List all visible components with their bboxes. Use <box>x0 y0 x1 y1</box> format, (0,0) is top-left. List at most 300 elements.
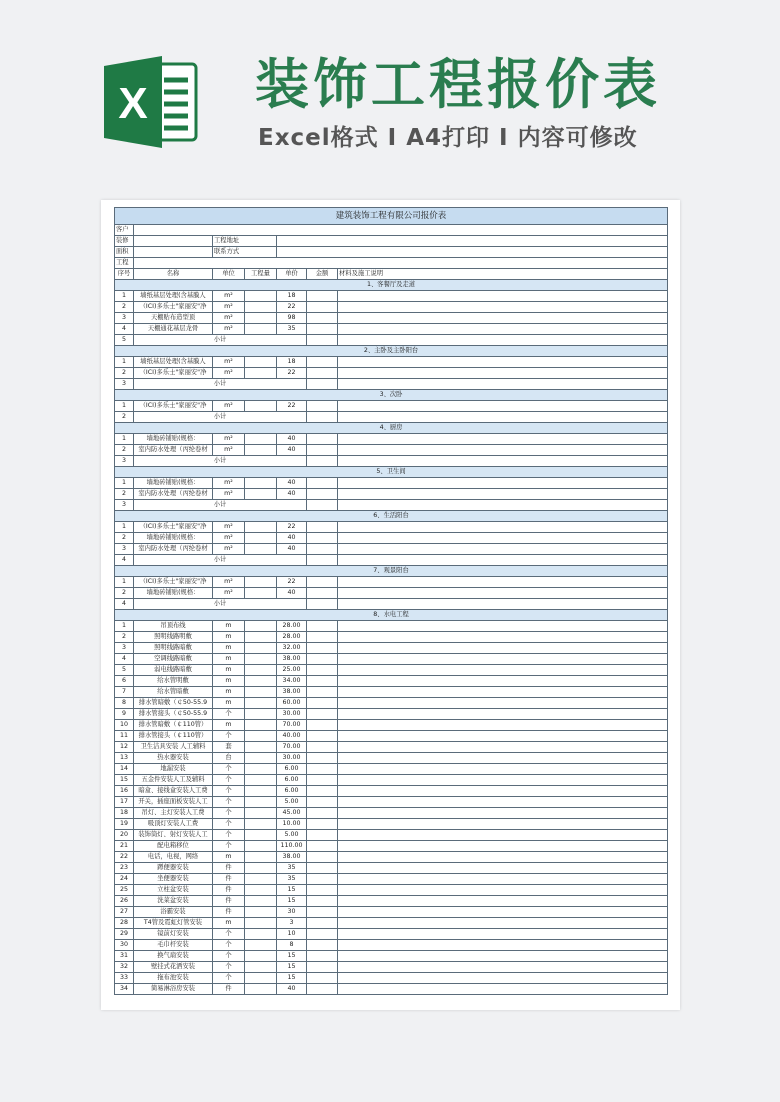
item-note[interactable] <box>338 753 668 764</box>
item-unit-price[interactable]: 15 <box>277 962 307 973</box>
subtotal-number[interactable]: 2 <box>115 412 134 423</box>
item-name[interactable]: 照明线路暗敷 <box>134 643 213 654</box>
item-name[interactable]: 排水管接头（￠50-55.9 <box>134 709 213 720</box>
item-quantity[interactable] <box>245 940 277 951</box>
item-unit-price[interactable]: 22 <box>277 401 307 412</box>
item-unit-price[interactable]: 25.00 <box>277 665 307 676</box>
item-unit-price[interactable]: 70.00 <box>277 742 307 753</box>
item-unit-price[interactable]: 6.00 <box>277 775 307 786</box>
item-unit-price[interactable]: 32.00 <box>277 643 307 654</box>
item-note[interactable] <box>338 489 668 500</box>
item-quantity[interactable] <box>245 852 277 863</box>
item-unit-price[interactable]: 10.00 <box>277 819 307 830</box>
item-name[interactable]: 吊顶布线 <box>134 621 213 632</box>
item-unit-price[interactable]: 60.00 <box>277 698 307 709</box>
item-number[interactable]: 7 <box>115 687 134 698</box>
item-number[interactable]: 16 <box>115 786 134 797</box>
item-number[interactable]: 30 <box>115 940 134 951</box>
item-amount[interactable] <box>307 577 338 588</box>
address-value[interactable] <box>277 236 668 247</box>
item-unit-price[interactable]: 35 <box>277 863 307 874</box>
column-header[interactable]: 序号 <box>115 269 134 280</box>
item-amount[interactable] <box>307 401 338 412</box>
item-note[interactable] <box>338 940 668 951</box>
item-number[interactable]: 21 <box>115 841 134 852</box>
item-name[interactable]: （ICI)多乐士"家丽安"净 <box>134 302 213 313</box>
item-quantity[interactable] <box>245 731 277 742</box>
subtotal-note[interactable] <box>338 555 668 566</box>
item-quantity[interactable] <box>245 533 277 544</box>
subtotal-note[interactable] <box>338 335 668 346</box>
subtotal-number[interactable]: 4 <box>115 599 134 610</box>
item-note[interactable] <box>338 819 668 830</box>
item-name[interactable]: 蹲便器安装 <box>134 863 213 874</box>
item-unit[interactable]: 个 <box>213 731 245 742</box>
item-quantity[interactable] <box>245 588 277 599</box>
item-amount[interactable] <box>307 984 338 995</box>
item-note[interactable] <box>338 874 668 885</box>
item-note[interactable] <box>338 401 668 412</box>
section-title[interactable]: 7、观景阳台 <box>115 566 668 577</box>
item-amount[interactable] <box>307 357 338 368</box>
item-number[interactable]: 2 <box>115 632 134 643</box>
item-number[interactable]: 3 <box>115 544 134 555</box>
item-note[interactable] <box>338 533 668 544</box>
item-note[interactable] <box>338 830 668 841</box>
item-unit[interactable]: m <box>213 720 245 731</box>
item-quantity[interactable] <box>245 544 277 555</box>
item-note[interactable] <box>338 478 668 489</box>
item-number[interactable]: 10 <box>115 720 134 731</box>
item-note[interactable] <box>338 775 668 786</box>
item-number[interactable]: 24 <box>115 874 134 885</box>
item-unit[interactable]: 件 <box>213 863 245 874</box>
subtotal-amount[interactable] <box>307 500 338 511</box>
item-note[interactable] <box>338 797 668 808</box>
item-unit[interactable]: 个 <box>213 962 245 973</box>
item-amount[interactable] <box>307 533 338 544</box>
section-title[interactable]: 6、生活阳台 <box>115 511 668 522</box>
item-unit[interactable]: 个 <box>213 929 245 940</box>
item-name[interactable]: 洗菜盆安装 <box>134 896 213 907</box>
item-quantity[interactable] <box>245 698 277 709</box>
item-name[interactable]: 开关，插座面板安装人工 <box>134 797 213 808</box>
item-amount[interactable] <box>307 841 338 852</box>
item-name[interactable]: 照明线路明敷 <box>134 632 213 643</box>
item-unit[interactable]: m² <box>213 533 245 544</box>
item-note[interactable] <box>338 852 668 863</box>
item-amount[interactable] <box>307 786 338 797</box>
item-name[interactable]: T4管及霓虹灯管安装 <box>134 918 213 929</box>
project-label[interactable]: 工程 <box>115 258 134 269</box>
item-quantity[interactable] <box>245 819 277 830</box>
item-name[interactable]: 吊灯、主灯安装人工费 <box>134 808 213 819</box>
item-unit-price[interactable]: 35 <box>277 324 307 335</box>
item-unit-price[interactable]: 40 <box>277 489 307 500</box>
item-unit[interactable]: m <box>213 621 245 632</box>
item-unit[interactable]: m² <box>213 302 245 313</box>
item-note[interactable] <box>338 742 668 753</box>
item-number[interactable]: 29 <box>115 929 134 940</box>
item-quantity[interactable] <box>245 313 277 324</box>
item-amount[interactable] <box>307 588 338 599</box>
item-name[interactable]: （ICI)多乐士"家丽安"净 <box>134 401 213 412</box>
item-note[interactable] <box>338 313 668 324</box>
item-number[interactable]: 18 <box>115 808 134 819</box>
item-unit-price[interactable]: 22 <box>277 577 307 588</box>
item-quantity[interactable] <box>245 357 277 368</box>
item-unit-price[interactable]: 15 <box>277 896 307 907</box>
item-note[interactable] <box>338 907 668 918</box>
item-note[interactable] <box>338 786 668 797</box>
item-quantity[interactable] <box>245 687 277 698</box>
item-unit[interactable]: m² <box>213 489 245 500</box>
subtotal-amount[interactable] <box>307 555 338 566</box>
item-amount[interactable] <box>307 896 338 907</box>
item-unit[interactable]: 件 <box>213 896 245 907</box>
item-quantity[interactable] <box>245 522 277 533</box>
item-quantity[interactable] <box>245 896 277 907</box>
subtotal-number[interactable]: 3 <box>115 500 134 511</box>
item-note[interactable] <box>338 643 668 654</box>
item-amount[interactable] <box>307 368 338 379</box>
item-amount[interactable] <box>307 720 338 731</box>
item-number[interactable]: 1 <box>115 291 134 302</box>
item-quantity[interactable] <box>245 291 277 302</box>
item-unit-price[interactable]: 22 <box>277 522 307 533</box>
item-unit-price[interactable]: 18 <box>277 291 307 302</box>
item-amount[interactable] <box>307 632 338 643</box>
item-unit-price[interactable]: 35 <box>277 874 307 885</box>
item-unit[interactable]: m <box>213 687 245 698</box>
item-amount[interactable] <box>307 291 338 302</box>
item-number[interactable]: 4 <box>115 324 134 335</box>
contact-value[interactable] <box>277 247 668 258</box>
item-unit-price[interactable]: 30 <box>277 907 307 918</box>
item-unit[interactable]: m <box>213 643 245 654</box>
item-unit[interactable]: m <box>213 654 245 665</box>
item-unit-price[interactable]: 40 <box>277 544 307 555</box>
item-quantity[interactable] <box>245 434 277 445</box>
item-amount[interactable] <box>307 676 338 687</box>
column-header[interactable]: 金额 <box>307 269 338 280</box>
item-amount[interactable] <box>307 544 338 555</box>
item-name[interactable]: 吸顶灯安装人工费 <box>134 819 213 830</box>
subtotal-number[interactable]: 3 <box>115 379 134 390</box>
item-unit[interactable]: 个 <box>213 830 245 841</box>
item-amount[interactable] <box>307 973 338 984</box>
column-header[interactable]: 单位 <box>213 269 245 280</box>
item-number[interactable]: 19 <box>115 819 134 830</box>
item-number[interactable]: 1 <box>115 621 134 632</box>
item-quantity[interactable] <box>245 632 277 643</box>
decoration-value[interactable] <box>134 236 213 247</box>
item-unit[interactable]: m <box>213 918 245 929</box>
subtotal-label[interactable]: 小计 <box>134 412 307 423</box>
item-unit[interactable]: m <box>213 676 245 687</box>
subtotal-note[interactable] <box>338 456 668 467</box>
item-amount[interactable] <box>307 918 338 929</box>
item-note[interactable] <box>338 984 668 995</box>
item-unit[interactable]: 件 <box>213 874 245 885</box>
item-name[interactable]: 镜前灯安装 <box>134 929 213 940</box>
item-quantity[interactable] <box>245 973 277 984</box>
item-unit-price[interactable]: 15 <box>277 885 307 896</box>
item-number[interactable]: 3 <box>115 313 134 324</box>
item-amount[interactable] <box>307 478 338 489</box>
item-unit[interactable]: m <box>213 698 245 709</box>
item-unit[interactable]: m² <box>213 313 245 324</box>
column-header[interactable]: 单价 <box>277 269 307 280</box>
item-name[interactable]: 简易淋浴房安装 <box>134 984 213 995</box>
item-number[interactable]: 2 <box>115 588 134 599</box>
item-unit[interactable]: m² <box>213 544 245 555</box>
item-note[interactable] <box>338 720 668 731</box>
item-name[interactable]: 墙纸基层处理(含基膜人 <box>134 291 213 302</box>
item-note[interactable] <box>338 676 668 687</box>
item-note[interactable] <box>338 764 668 775</box>
contact-label[interactable]: 联系方式 <box>213 247 277 258</box>
item-number[interactable]: 26 <box>115 896 134 907</box>
item-note[interactable] <box>338 621 668 632</box>
item-amount[interactable] <box>307 709 338 720</box>
item-note[interactable] <box>338 445 668 456</box>
item-quantity[interactable] <box>245 709 277 720</box>
column-header[interactable]: 材料及施工说明 <box>338 269 668 280</box>
subtotal-label[interactable]: 小计 <box>134 379 307 390</box>
item-unit-price[interactable]: 30.00 <box>277 753 307 764</box>
item-name[interactable]: 卫生洁具安装 人工辅料 <box>134 742 213 753</box>
item-number[interactable]: 2 <box>115 533 134 544</box>
item-quantity[interactable] <box>245 874 277 885</box>
subtotal-amount[interactable] <box>307 412 338 423</box>
item-amount[interactable] <box>307 687 338 698</box>
item-unit-price[interactable]: 15 <box>277 973 307 984</box>
item-note[interactable] <box>338 632 668 643</box>
item-unit-price[interactable]: 40 <box>277 984 307 995</box>
item-quantity[interactable] <box>245 984 277 995</box>
item-quantity[interactable] <box>245 478 277 489</box>
subtotal-note[interactable] <box>338 500 668 511</box>
item-unit-price[interactable]: 40 <box>277 533 307 544</box>
item-note[interactable] <box>338 841 668 852</box>
subtotal-number[interactable]: 4 <box>115 555 134 566</box>
item-number[interactable]: 14 <box>115 764 134 775</box>
item-quantity[interactable] <box>245 962 277 973</box>
address-label[interactable]: 工程地址 <box>213 236 277 247</box>
item-number[interactable]: 12 <box>115 742 134 753</box>
item-note[interactable] <box>338 709 668 720</box>
item-name[interactable]: 毛巾杆安装 <box>134 940 213 951</box>
item-number[interactable]: 11 <box>115 731 134 742</box>
item-quantity[interactable] <box>245 830 277 841</box>
item-unit-price[interactable]: 70.00 <box>277 720 307 731</box>
item-unit-price[interactable]: 28.00 <box>277 632 307 643</box>
item-unit-price[interactable]: 40.00 <box>277 731 307 742</box>
item-number[interactable]: 5 <box>115 665 134 676</box>
item-amount[interactable] <box>307 852 338 863</box>
item-number[interactable]: 17 <box>115 797 134 808</box>
item-number[interactable]: 28 <box>115 918 134 929</box>
item-number[interactable]: 1 <box>115 577 134 588</box>
area-label[interactable]: 面积 <box>115 247 134 258</box>
item-unit[interactable]: 个 <box>213 764 245 775</box>
item-amount[interactable] <box>307 764 338 775</box>
item-unit[interactable]: 个 <box>213 841 245 852</box>
item-unit[interactable]: 个 <box>213 940 245 951</box>
item-name[interactable]: 浴霸安装 <box>134 907 213 918</box>
item-number[interactable]: 2 <box>115 368 134 379</box>
customer-label[interactable]: 客户 <box>115 225 134 236</box>
item-quantity[interactable] <box>245 577 277 588</box>
subtotal-label[interactable]: 小计 <box>134 555 307 566</box>
item-note[interactable] <box>338 302 668 313</box>
item-quantity[interactable] <box>245 665 277 676</box>
item-name[interactable]: 墙地砖铺贴(规格： <box>134 434 213 445</box>
item-unit[interactable]: m² <box>213 445 245 456</box>
item-unit-price[interactable]: 40 <box>277 478 307 489</box>
item-name[interactable]: （ICI)多乐士"家丽安"净 <box>134 522 213 533</box>
item-unit[interactable]: m² <box>213 478 245 489</box>
item-note[interactable] <box>338 368 668 379</box>
item-amount[interactable] <box>307 324 338 335</box>
item-unit-price[interactable]: 5.00 <box>277 830 307 841</box>
item-quantity[interactable] <box>245 401 277 412</box>
item-number[interactable]: 4 <box>115 654 134 665</box>
subtotal-note[interactable] <box>338 599 668 610</box>
item-number[interactable]: 3 <box>115 643 134 654</box>
item-number[interactable]: 1 <box>115 357 134 368</box>
item-unit[interactable]: m² <box>213 434 245 445</box>
item-quantity[interactable] <box>245 918 277 929</box>
item-quantity[interactable] <box>245 885 277 896</box>
customer-value[interactable] <box>134 225 668 236</box>
item-unit-price[interactable]: 38.00 <box>277 852 307 863</box>
item-note[interactable] <box>338 665 668 676</box>
item-amount[interactable] <box>307 830 338 841</box>
item-unit[interactable]: m² <box>213 368 245 379</box>
item-amount[interactable] <box>307 885 338 896</box>
subtotal-number[interactable]: 3 <box>115 456 134 467</box>
item-name[interactable]: （ICI)多乐士"家丽安"净 <box>134 368 213 379</box>
item-unit[interactable]: 个 <box>213 819 245 830</box>
item-quantity[interactable] <box>245 489 277 500</box>
item-note[interactable] <box>338 808 668 819</box>
section-title[interactable]: 2、主卧及主卧阳台 <box>115 346 668 357</box>
item-number[interactable]: 33 <box>115 973 134 984</box>
item-number[interactable]: 20 <box>115 830 134 841</box>
item-name[interactable]: 给水管暗敷 <box>134 687 213 698</box>
item-quantity[interactable] <box>245 643 277 654</box>
item-name[interactable]: 空调线路暗敷 <box>134 654 213 665</box>
item-unit[interactable]: m² <box>213 577 245 588</box>
subtotal-label[interactable]: 小计 <box>134 335 307 346</box>
item-number[interactable]: 27 <box>115 907 134 918</box>
item-quantity[interactable] <box>245 775 277 786</box>
item-number[interactable]: 2 <box>115 489 134 500</box>
item-note[interactable] <box>338 863 668 874</box>
item-unit[interactable]: m <box>213 665 245 676</box>
item-amount[interactable] <box>307 489 338 500</box>
item-quantity[interactable] <box>245 841 277 852</box>
item-amount[interactable] <box>307 797 338 808</box>
item-number[interactable]: 2 <box>115 302 134 313</box>
subtotal-number[interactable]: 5 <box>115 335 134 346</box>
item-amount[interactable] <box>307 962 338 973</box>
item-unit-price[interactable]: 15 <box>277 951 307 962</box>
item-unit-price[interactable]: 110.00 <box>277 841 307 852</box>
item-name[interactable]: 墙地砖铺贴(规格： <box>134 533 213 544</box>
item-name[interactable]: 壁挂式花洒安装 <box>134 962 213 973</box>
item-quantity[interactable] <box>245 720 277 731</box>
item-quantity[interactable] <box>245 742 277 753</box>
item-note[interactable] <box>338 918 668 929</box>
item-name[interactable]: （ICI)多乐士"家丽安"净 <box>134 577 213 588</box>
item-number[interactable]: 2 <box>115 445 134 456</box>
subtotal-note[interactable] <box>338 412 668 423</box>
item-number[interactable]: 34 <box>115 984 134 995</box>
subtotal-label[interactable]: 小计 <box>134 500 307 511</box>
subtotal-amount[interactable] <box>307 456 338 467</box>
subtotal-label[interactable]: 小计 <box>134 456 307 467</box>
item-number[interactable]: 22 <box>115 852 134 863</box>
item-amount[interactable] <box>307 313 338 324</box>
item-name[interactable]: 墙纸基层处理(含基膜人 <box>134 357 213 368</box>
item-note[interactable] <box>338 885 668 896</box>
item-amount[interactable] <box>307 698 338 709</box>
item-quantity[interactable] <box>245 764 277 775</box>
item-name[interactable]: 室内防水处理（丙纶卷材 <box>134 489 213 500</box>
item-number[interactable]: 9 <box>115 709 134 720</box>
subtotal-amount[interactable] <box>307 335 338 346</box>
item-quantity[interactable] <box>245 951 277 962</box>
item-amount[interactable] <box>307 951 338 962</box>
item-note[interactable] <box>338 929 668 940</box>
item-unit[interactable]: m² <box>213 324 245 335</box>
item-note[interactable] <box>338 687 668 698</box>
item-note[interactable] <box>338 291 668 302</box>
item-quantity[interactable] <box>245 929 277 940</box>
item-number[interactable]: 23 <box>115 863 134 874</box>
item-name[interactable]: 室内防水处理（丙纶卷材 <box>134 544 213 555</box>
item-unit-price[interactable]: 5.00 <box>277 797 307 808</box>
item-number[interactable]: 15 <box>115 775 134 786</box>
item-unit[interactable]: 个 <box>213 951 245 962</box>
item-unit-price[interactable]: 18 <box>277 357 307 368</box>
item-unit-price[interactable]: 28.00 <box>277 621 307 632</box>
item-unit[interactable]: m² <box>213 291 245 302</box>
item-amount[interactable] <box>307 742 338 753</box>
item-amount[interactable] <box>307 940 338 951</box>
item-name[interactable]: 室内防水处理（丙纶卷材 <box>134 445 213 456</box>
item-unit-price[interactable]: 40 <box>277 588 307 599</box>
item-unit-price[interactable]: 40 <box>277 445 307 456</box>
item-amount[interactable] <box>307 929 338 940</box>
item-unit[interactable]: m² <box>213 357 245 368</box>
item-name[interactable]: 地漏安装 <box>134 764 213 775</box>
item-note[interactable] <box>338 951 668 962</box>
item-amount[interactable] <box>307 819 338 830</box>
column-header[interactable]: 名称 <box>134 269 213 280</box>
item-quantity[interactable] <box>245 797 277 808</box>
item-amount[interactable] <box>307 775 338 786</box>
item-amount[interactable] <box>307 808 338 819</box>
item-name[interactable]: 弱电线路暗敷 <box>134 665 213 676</box>
item-quantity[interactable] <box>245 676 277 687</box>
item-amount[interactable] <box>307 654 338 665</box>
section-title[interactable]: 1、客餐厅及走道 <box>115 280 668 291</box>
item-quantity[interactable] <box>245 863 277 874</box>
